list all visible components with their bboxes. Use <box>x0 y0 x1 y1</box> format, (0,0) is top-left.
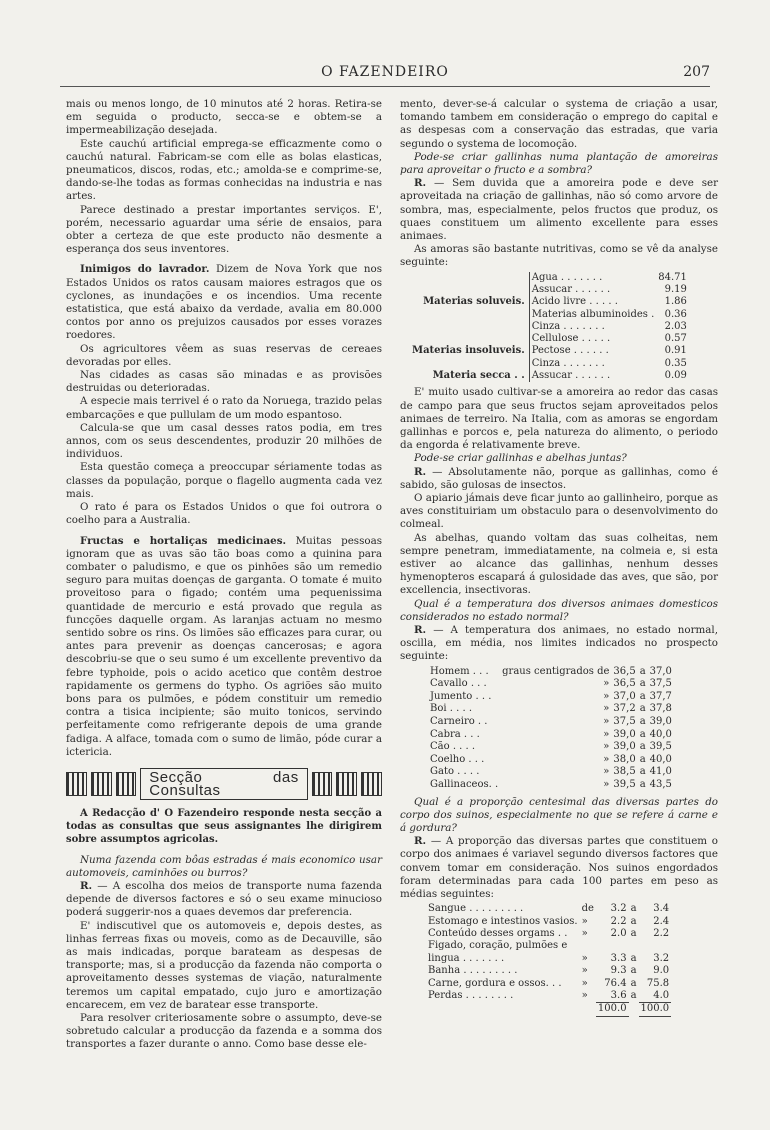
value-a: 3.2 <box>610 903 627 915</box>
temp-low: 36,5 <box>613 678 636 690</box>
page-number: 207 <box>683 64 710 80</box>
value-a: 3.3 <box>610 952 627 964</box>
animal-name: Gato . . . . <box>430 766 480 778</box>
animal-name: Cabra . . . <box>430 728 480 740</box>
prefix: » <box>581 990 588 1002</box>
answer-text: — A escolha dos meios de transporte numa fazenda depende de diversos factores e só o seu exame minucioso poderá suggerir-nos a quaes devemos dar preferencia. <box>66 879 382 919</box>
temp-low: 38,5 <box>613 766 636 778</box>
unit-label: graus centigrados de <box>502 665 610 677</box>
paragraph: mais ou menos longo, de 10 minutos até 2 horas. Retira-se em seguida o producto, secca-se e obtem-se a impermeabilização desejada. <box>66 98 382 137</box>
group-label: Materias insoluveis. <box>412 345 525 357</box>
paragraph <box>66 535 382 759</box>
article-heading: Inimigos do lavrador. <box>80 263 210 276</box>
prefix: » <box>581 915 588 927</box>
value-a: 9.3 <box>610 965 627 977</box>
animal-name: Gallinaceos. . <box>430 778 499 790</box>
table-row <box>426 978 671 990</box>
range-separator: a <box>630 952 637 964</box>
table-row <box>428 691 674 704</box>
unit-label: » <box>603 715 610 727</box>
group-label <box>410 358 529 370</box>
animal-name: Boi . . . . <box>430 703 472 715</box>
answer <box>400 835 718 901</box>
answer <box>400 466 718 492</box>
answer-label: R. <box>80 879 93 892</box>
component-value: 2.03 <box>664 320 687 332</box>
component-label: Materias albuminoides . <box>529 309 656 321</box>
temp-high: 39,0 <box>649 715 672 727</box>
component-label: Assucar . . . . . . <box>529 370 656 382</box>
temp-high: 37,5 <box>649 678 672 690</box>
paragraph: mento, dever-se-á calcular o systema de criação a usar, tomando tambem em consideração o emprego do capital e as despesas com a conservação das estradas, que varia segundo o systema de locomoção. <box>400 98 718 150</box>
value-b: 4.0 <box>653 989 670 1001</box>
temp-high: 43,5 <box>649 778 672 790</box>
table-row <box>410 345 689 357</box>
range-separator: a <box>639 778 646 790</box>
paragraph: Nas cidades as casas são minadas e as provisões destruidas ou deterioradas. <box>66 369 382 395</box>
component-value: 0.57 <box>664 333 687 345</box>
table-row <box>428 703 674 716</box>
page-header <box>60 64 710 84</box>
ornament-icon <box>312 772 333 796</box>
group-label <box>410 321 529 333</box>
table-row <box>410 370 689 382</box>
temp-high: 40,0 <box>649 728 672 740</box>
temp-high: 40,0 <box>649 753 672 765</box>
part-label: lingua . . . . . . . <box>428 952 505 964</box>
range-separator: a <box>630 903 637 915</box>
paragraph: E' indiscutivel que os automoveis e, depois destes, as linhas ferreas fixas ou moveis, como as de Decauville, são as mais indicadas, porque barateam as despesas de transporte; mas, si a producção da fazenda não comporta o aproveitamento desses systemas de viação, naturalmente teremos um capital empatado, cujo juro e amortização encarecem, em vez de baratear esse transporte. <box>66 919 382 1011</box>
group-label: Materias soluveis. <box>423 296 525 308</box>
range-separator: a <box>639 728 646 740</box>
prefix: » <box>581 952 588 964</box>
spacer <box>629 1003 639 1016</box>
left-column <box>66 98 382 1052</box>
temp-high: 37,7 <box>649 690 672 702</box>
spacer <box>426 1003 580 1016</box>
ornament-icon <box>91 772 112 796</box>
paragraph: Esta questão começa a preoccupar sériamente todas as classes da população, porque o flagello augmenta cada vez mais. <box>66 461 382 500</box>
article-text: Muitas pessoas ignoram que as uvas são tão boas como a quinina para combater o paludismo, e que os pinhões são um remedio seguro para muitas doenças de garganta. O tomate é muito proveitoso para o figado; contém uma pequenissima quantidade de mercurio e está provado que regula as funcções daquelle orgam. As laranjas actuam no mesmo sentido sobre os rins. Os limões são efficazes para curar, ou antes para prevenir as doenças cancerosas; e agora descobriu-se que o seu sumo é um excellente preventivo da febre typhoide, pois o acido acetico que contêm destroe rapidamente os germens do typho. Os agriões são muito bons para os pulmões, e pódem constituir um remedio contra a tisica incipiente; são muito tonicos, servindo perfeitamente como refrigerante depois de uma grande fadiga. A alface, tomada com o sumo de limão, póde curar a ictericia. <box>66 534 382 758</box>
unit-label: » <box>603 753 610 765</box>
section-banner <box>66 769 382 799</box>
table-row <box>428 754 674 767</box>
total-a: 100.0 <box>597 1003 627 1015</box>
paragraph: Para resolver criteriosamente sobre o assumpto, deve-se sobretudo calcular a producção da fazenda e a somma dos transportes a fazer durante o anno. Como base desse ele- <box>66 1012 382 1051</box>
table-row <box>428 716 674 729</box>
total-b: 100.0 <box>640 1003 670 1015</box>
paragraph: Os agricultores vêem as suas reservas de cereaes devoradas por elles. <box>66 342 382 368</box>
group-label <box>410 333 529 345</box>
table-row <box>410 358 689 370</box>
paragraph: A especie mais terrivel é o rato da Noruega, trazido pelas embarcações e que pullulam de um modo espantoso. <box>66 395 382 421</box>
table-row <box>410 333 689 345</box>
component-label: Assucar . . . . . . <box>529 284 656 296</box>
range-separator <box>629 940 639 952</box>
paragraph <box>66 263 382 342</box>
question: Qual é a proporção centesimal das diversas partes do corpo dos suinos, especialmente no que se refere á carne e á gordura? <box>400 795 718 834</box>
paragraph: Parece destinado a prestar importantes serviços. E', porém, necessario aguardar uma série de ensaios, para obter a certeza de que este producto não desmente a esperança dos seus inventores. <box>66 203 382 256</box>
animal-name: Coelho . . . <box>430 753 485 765</box>
temp-low: 39,0 <box>613 741 636 753</box>
component-value: 84.71 <box>658 271 687 283</box>
prefix: » <box>581 927 588 939</box>
answer <box>400 177 718 243</box>
value-b <box>639 940 672 952</box>
prefix <box>580 940 596 952</box>
part-label: Conteúdo desses orgams . . <box>428 927 568 939</box>
temp-low: 36,5 <box>613 665 636 677</box>
answer-text: — A proporção das diversas partes que constituem o corpo dos animaes é variavel segundo diversos factores que convem tomar em consideração. Nos suinos engordados foram determinadas para cada 100 partes em peso as médias seguintes: <box>400 835 718 900</box>
component-value: 1.86 <box>664 296 687 308</box>
question: Pode-se criar gallinhas numa plantação de amoreiras para aproveitar o fructo e a sombra? <box>400 150 718 177</box>
temp-high: 41,0 <box>649 766 672 778</box>
component-label: Pectose . . . . . . <box>529 345 656 357</box>
table-row <box>410 309 689 321</box>
part-label: Sangue . . . . . . . . . <box>428 903 524 915</box>
part-label: Perdas . . . . . . . . <box>428 990 514 1002</box>
part-label: Carne, gordura e ossos. . . <box>428 977 562 989</box>
paragraph: Calcula-se que um casal desses ratos podia, em tres annos, com os seus descendentes, produzir 20 milhões de individuos. <box>66 421 382 461</box>
table-row <box>410 284 689 296</box>
table-row <box>428 766 674 779</box>
prefix: » <box>581 965 588 977</box>
paragraph: As amoras são bastante nutritivas, como se vê da analyse seguinte: <box>400 243 718 269</box>
temp-low: 39,0 <box>613 728 636 740</box>
value-a: 76.4 <box>604 977 627 989</box>
unit-label: » <box>603 703 610 715</box>
value-b: 2.2 <box>653 927 670 939</box>
temp-low: 37,5 <box>613 715 636 727</box>
answer <box>66 880 382 920</box>
temp-low: 38,0 <box>613 753 636 765</box>
value-b: 75.8 <box>646 977 670 989</box>
answer-text: — Sem duvida que a amoreira pode e deve ser aproveitada na criação de gallinhas, não só como arvore de sombra, mas, especialmente, pelos fructos que produz, os quaes constituem um alimento excellente para esses animaes. <box>400 177 718 243</box>
animal-name: Homem . . . <box>430 665 489 677</box>
table-row <box>426 928 671 940</box>
analysis-table <box>410 272 689 383</box>
component-label: Cinza . . . . . . . <box>529 321 656 333</box>
part-label: Banha . . . . . . . . . <box>428 965 518 977</box>
unit-label: » <box>603 766 610 778</box>
table-row <box>410 321 689 333</box>
paragraph: O rato é para os Estados Unidos o que foi outrora o coelho para a Australia. <box>66 501 382 527</box>
body-parts-table <box>426 903 671 1017</box>
value-b: 3.2 <box>653 952 670 964</box>
animal-name: Cão . . . . <box>430 741 476 753</box>
group-label <box>410 284 529 296</box>
table-row <box>428 729 674 742</box>
answer <box>400 624 718 664</box>
prefix: » <box>581 977 588 989</box>
animal-name: Cavallo . . . <box>430 678 487 690</box>
question: Numa fazenda com bôas estradas é mais economico usar automoveis, caminhões ou burros? <box>66 853 382 879</box>
article-heading: Fructas e hortaliças medicinaes. <box>80 534 287 547</box>
table-row <box>426 965 671 977</box>
range-separator: a <box>639 665 646 677</box>
table-row <box>426 940 671 952</box>
table-row <box>428 779 674 792</box>
section-title: Secção das Consultas <box>140 768 307 800</box>
table-row <box>426 903 671 915</box>
range-separator: a <box>639 766 646 778</box>
ornament-icon <box>116 772 137 796</box>
range-separator: a <box>639 690 646 702</box>
table-row <box>410 296 689 308</box>
paragraph: E' muito usado cultivar-se a amoreira ao redor das casas de campo para que seus fructos sejam aproveitados pelos animaes de terreiro. Na Italia, com as amoras se engordam gallinhas e porcos e, pela natureza do alimento, o periodo da engorda é relativamente breve. <box>400 386 718 452</box>
section-lead: A Redacção d' O Fazendeiro responde nesta secção a todas as consultas que seus assignantes lhe dirigirem sobre assumptos agricolas. <box>66 807 382 846</box>
value-a: 3.6 <box>610 989 627 1001</box>
answer-label: R. <box>414 465 427 478</box>
temp-low: 37,0 <box>613 690 636 702</box>
answer-label: R. <box>414 623 427 636</box>
article-text: Dizem de Nova York que nos Estados Unidos os ratos causam maiores estragos que os cyclones, as inundações e os incendios. Uma recente estatistica, que está abaixo da verdade, avalia em 80.000 contos por anno os prejuizos causados por esses vorazes roedores. <box>66 263 382 342</box>
table-row <box>428 666 674 679</box>
journal-title: O FAZENDEIRO <box>321 64 449 80</box>
header-rule <box>60 86 710 87</box>
component-label: Acido livre . . . . . <box>529 296 656 308</box>
answer-label: R. <box>414 177 427 190</box>
right-column <box>400 98 718 1017</box>
range-separator: a <box>630 990 637 1002</box>
table-row <box>428 741 674 754</box>
table-row <box>426 990 671 1003</box>
component-value: 0.35 <box>664 357 687 369</box>
part-label: Figado, coração, pulmões e <box>428 940 568 952</box>
temp-low: 37,2 <box>613 703 636 715</box>
table-row <box>428 678 674 691</box>
unit-label: » <box>603 690 610 702</box>
range-separator: a <box>630 915 637 927</box>
paragraph: Este cauchú artificial emprega-se efficazmente como o cauchú natural. Fabricam-se com elle as bolas elasticas, pneumaticos, discos, rodas, etc.; amolda-se e comprime-se, dando-se-lhe todas as formas conhecidas na industria e nas artes. <box>66 137 382 203</box>
range-separator: a <box>639 741 646 753</box>
temp-high: 39,5 <box>649 741 672 753</box>
answer-label: R. <box>414 835 427 848</box>
temperature-table <box>428 666 674 792</box>
value-a: 2.0 <box>610 927 627 939</box>
range-separator: a <box>630 977 637 989</box>
range-separator: a <box>630 965 637 977</box>
unit-label: » <box>603 728 610 740</box>
group-label <box>410 272 529 284</box>
table-row <box>426 953 671 965</box>
value-a <box>596 940 629 952</box>
component-value: 0.91 <box>664 345 687 357</box>
ornament-icon <box>361 772 382 796</box>
group-label <box>410 309 529 321</box>
range-separator: a <box>639 753 646 765</box>
value-b: 9.0 <box>653 965 670 977</box>
table-row <box>410 272 689 284</box>
spacer <box>580 1003 596 1016</box>
table-row <box>426 916 671 928</box>
range-separator: a <box>630 927 637 939</box>
value-b: 3.4 <box>653 903 670 915</box>
unit-label: » <box>603 678 610 690</box>
total-row <box>426 1003 671 1016</box>
group-label: Materia secca . . <box>432 370 525 382</box>
range-separator: a <box>639 678 646 690</box>
paragraph: O apiario jámais deve ficar junto ao gallinheiro, porque as aves constituiriam um obstaculo para o desenvolvimento do colmeal. <box>400 491 718 531</box>
paragraph: As abelhas, quando voltam das suas colheitas, nem sempre penetram, immediatamente, na colmeia e, si esta estiver ao alcance das gallinhas, nenhum desses hymenopteros escapará á gulosidade das aves, que são, por excellencia, insectivoras. <box>400 531 718 597</box>
question: Pode-se criar gallinhas e abelhas juntas? <box>414 452 627 465</box>
part-label: Estomago e intestinos vasios. <box>428 915 578 927</box>
temp-high: 37,8 <box>649 703 672 715</box>
value-a: 2.2 <box>610 915 627 927</box>
answer-text: — A temperatura dos animaes, no estado normal, oscilla, em média, nos limites indicados no prospecto seguinte: <box>400 623 718 663</box>
ornament-icon <box>66 772 87 796</box>
answer-text: — Absolutamente não, porque as gallinhas, como é sabido, são gulosas de insectos. <box>400 465 718 491</box>
animal-name: Jumento . . . <box>430 690 492 702</box>
unit-label: » <box>603 741 610 753</box>
temp-low: 39,5 <box>613 778 636 790</box>
component-label: Agua . . . . . . . <box>529 272 656 284</box>
component-value: 0.09 <box>664 370 687 382</box>
animal-name: Carneiro . . <box>430 715 488 727</box>
range-separator: a <box>639 715 646 727</box>
range-separator: a <box>639 703 646 715</box>
component-label: Cinza . . . . . . . <box>529 358 656 370</box>
unit-label: » <box>603 778 610 790</box>
component-label: Cellulose . . . . . <box>529 333 656 345</box>
temp-high: 37,0 <box>649 665 672 677</box>
question: Qual é a temperatura dos diversos animaes domesticos considerados no estado normal? <box>400 597 718 623</box>
prefix: de <box>581 903 594 915</box>
component-value: 0.36 <box>664 308 687 320</box>
component-value: 9.19 <box>664 283 687 295</box>
ornament-icon <box>336 772 357 796</box>
value-b: 2.4 <box>653 915 670 927</box>
